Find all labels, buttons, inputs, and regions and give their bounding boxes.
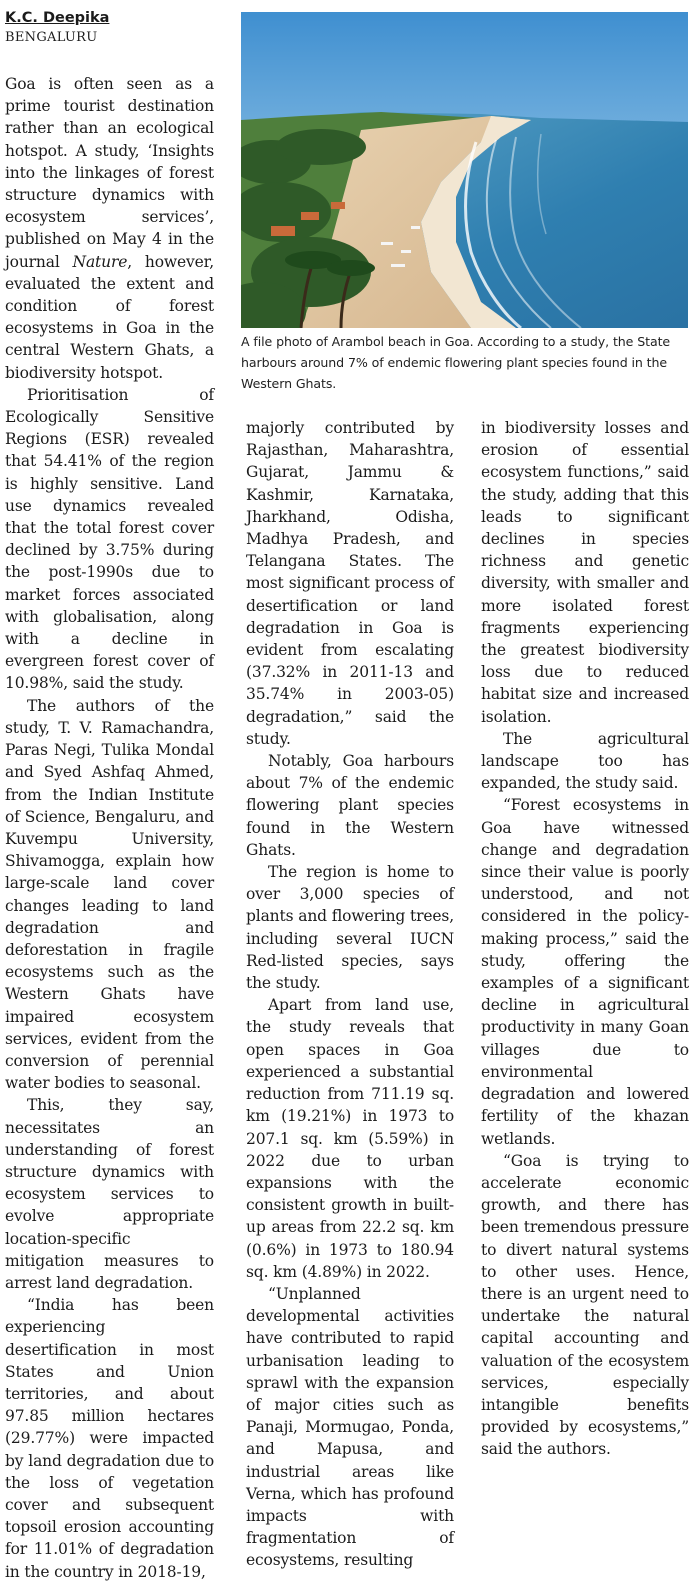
photo-caption: A file photo of Arambol beach in Goa. According to a study, the State harbours around 7% of endemic flowering plant species found in the Western Ghats. (241, 334, 671, 391)
article-paragraph: This, they say, necessitates an understanding of forest structure dynamics with ecosystem services to evolve appropriate location-specific mitigation measures to arrest land degradation. (5, 1096, 214, 1292)
article-paragraph: Apart from land use, the study reveals that open spaces in Goa experienced a substantial reduction from 711.19 sq. km (19.21%) in 1973 to 207.1 sq. km (5.59%) in 2022 due to urban expansions with the consistent growth in built-up areas from 22.2 sq. km (0.6%) in 1973 to 180.94 sq. km (4.89%) in 2022. (246, 996, 454, 1281)
article-paragraph: “Forest ecosystems in Goa have witnessed change and degradation since their value is poorly understood, and not considered in the policy-making process,” said the study, offering the examples of a significant decline in agricultural productivity in many Goan villages due to environmental degradation and lowered fertility of the khazan wetlands. (481, 796, 689, 1148)
beach-photo-icon (241, 12, 688, 328)
dateline: BENGALURU (5, 30, 98, 45)
article-paragraph: Prioritisation of Ecologically Sensitive Regions (ESR) revealed that 54.41% of the region is highly sensitive. Land use dynamics revealed that the total forest cover declined by 3.75% during the post-1990s due to market forces associated with globalisation, along with a decline in evergreen forest cover of 10.98%, said the study. (5, 385, 214, 693)
article-paragraph: Notably, Goa harbours about 7% of the endemic flowering plant species found in the Western Ghats. (246, 752, 454, 859)
article-paragraph: The authors of the study, T. V. Ramachandra, Paras Negi, Tulika Mondal and Syed Ashfaq Ahmed, from the Indian Institute of Science, Bengaluru, and Kuvempu University, Shivamogga, explain how large-scale land cover changes leading to land degradation and deforestation in fragile ecosystems such as the Western Ghats have impaired ecosystem services, evident from the conversion of perennial water bodies to seasonal. (5, 696, 214, 1093)
author-name: K.C. Deepika (5, 10, 110, 26)
article-column-3 (481, 417, 689, 1461)
article-paragraph: “Goa is trying to accelerate economic growth, and there has been tremendous pressure to divert natural systems to other uses. Hence, there is an urgent need to undertake the natural capital accounting and valuation of the ecosystem services, especially intangible benefits provided by ecosystems,” said the authors. (481, 1151, 689, 1459)
article-column-1 (5, 73, 214, 1583)
byline (5, 8, 225, 48)
article-paragraph: in biodiversity losses and erosion of essential ecosystem functions,” said the study, adding that this leads to significant declines in species richness and genetic diversity, with smaller and more isolated forest fragments experiencing the greatest biodiversity loss due to reduced habitat size and increased isolation. (481, 419, 689, 726)
beach-photo (241, 12, 688, 328)
journal-name: Nature (72, 252, 128, 271)
article-column-2 (246, 417, 454, 1572)
article-paragraph: Goa is often seen as a prime tourist destination rather than an ecological hotspot. A study, ‘Insights into the linkages of forest structure dynamics with ecosystem services’, published on May 4 in the journal Nature, however, evaluated the extent and condition of forest ecosystems in Goa in the central Western Ghats, a biodiversity hotspot. (5, 75, 214, 382)
article-paragraph: The agricultural landscape too has expanded, the study said. (481, 729, 689, 793)
article-paragraph: majorly contributed by Rajasthan, Maharashtra, Gujarat, Jammu & Kashmir, Karnataka, Jharkhand, Odisha, Madhya Pradesh, and Telangana States. The most significant process of desertification or land degradation in Goa is evident from escalating (37.32% in 2011-13 and 35.74% in 2003-05) degradation,” said the study. (246, 419, 454, 748)
article-paragraph: “Unplanned developmental activities have contributed to rapid urbanisation leading to sprawl with the expansion of major cities such as Panaji, Mormugao, Ponda, and Mapusa, and industrial areas like Verna, which has profound impacts with fragmentation of ecosystems, resulting (246, 1284, 454, 1570)
article-paragraph: “India has been experiencing desertification in most States and Union territories, and about 97.85 million hectares (29.77%) were impacted by land degradation due to the loss of vegetation cover and subsequent topsoil erosion accounting for 11.01% of degradation in the country in 2018-19, (5, 1296, 214, 1581)
article-paragraph: The region is home to over 3,000 species of plants and flowering trees, including several IUCN Red-listed species, says the study. (246, 863, 454, 993)
